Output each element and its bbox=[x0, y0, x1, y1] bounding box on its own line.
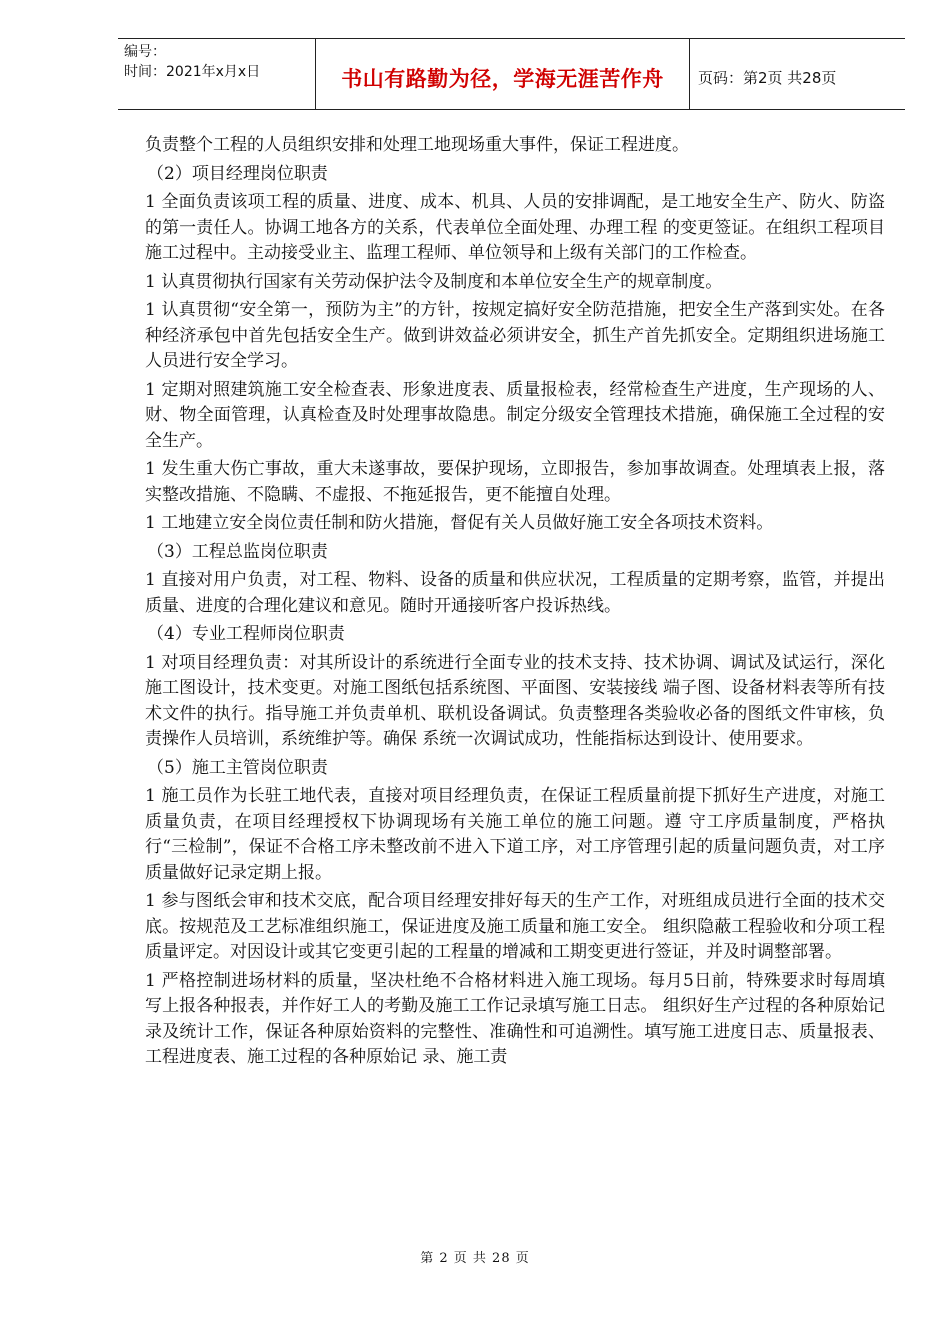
paragraph: 1 对项目经理负责：对其所设计的系统进行全面专业的技术支持、技术协调、调试及试运行，深化施工图设计，技术变更。对施工图纸包括系统图、平面图、安装接线 端子图、设备材料表等所有技术文件的执行。指导施工并负责单机、联机设备调试。负责整理各类验收必备的图纸文件审核，负责操作人员培训，系统维护等。确保 系统一次调试成功，性能指标达到设计、使用要求。 bbox=[145, 652, 885, 749]
paragraph: 1 发生重大伤亡事故，重大未遂事故，要保护现场，立即报告，参加事故调查。处理填表上报，落实整改措施、不隐瞒、不虚报、不拖延报告，更不能擅自处理。 bbox=[145, 459, 885, 505]
section-heading: （3）工程总监岗位职责 bbox=[147, 541, 328, 562]
header-page-code: 页码：第2页 共28页 bbox=[698, 68, 837, 87]
section-heading: （4）专业工程师岗位职责 bbox=[147, 624, 345, 644]
section-heading: （5）施工主管岗位职责 bbox=[147, 757, 328, 778]
document-body bbox=[145, 133, 885, 1074]
header-meta bbox=[118, 39, 316, 109]
paragraph: 1 直接对用户负责，对工程、物料、设备的质量和供应状况，工程质量的定期考察，监管，并提出质量、进度的合理化建议和意见。随时开通接听客户投诉热线。 bbox=[145, 570, 885, 616]
paragraph: 1 全面负责该项工程的质量、进度、成本、机具、人员的安排调配，是工地安全生产、防火、防盗的第一责任人。协调工地各方的关系，代表单位全面处理、办理工程 的变更签证。在组织工程项目施工过程中。主动接受业主、监理工程师、单位领导和上级有关部门的工作检查。 bbox=[145, 192, 885, 263]
paragraph: 1 工地建立安全岗位责任制和防火措施，督促有关人员做好施工安全各项技术资料。 bbox=[145, 513, 774, 533]
paragraph: 1 认真贯彻执行国家有关劳动保护法令及制度和本单位安全生产的规章制度。 bbox=[145, 271, 723, 292]
paragraph: 1 定期对照建筑施工安全检查表、形象进度表、质量报检表，经常检查生产进度，生产现场的人、财、物全面管理，认真检查及时处理事故隐患。制定分级安全管理技术措施，确保施工全过程的安全生产。 bbox=[145, 379, 885, 451]
paragraph: 1 施工员作为长驻工地代表，直接对项目经理负责，在保证工程质量前提下抓好生产进度，对施工质量负责，在项目经理授权下协调现场有关施工单位的施工问题。遵 守工序质量制度，严格执行“三检制”，保证不合格工序未整改前不进入下道工序，对工序管理引起的质量问题负责，对工序质量做好记录定期上报。 bbox=[145, 786, 885, 883]
paragraph: 1 认真贯彻“安全第一，预防为主”的方针，按规定搞好安全防范措施，把安全生产落到实处。在各种经济承包中首先包括安全生产。做到讲效益必须讲安全，抓生产首先抓安全。定期组织进场施工人员进行安全学习。 bbox=[145, 300, 885, 371]
header-motto: 书山有路勤为径，学海无涯苦作舟 bbox=[316, 39, 690, 109]
section-heading: （2）项目经理岗位职责 bbox=[147, 163, 328, 184]
paragraph: 1 参与图纸会审和技术交底，配合项目经理安排好每天的生产工作，对班组成员进行全面的技术交底。按规范及工艺标准组织施工，保证进度及施工质量和施工安全。 组织隐蔽工程验收和分项工程质量评定。对因设计或其它变更引起的工程量的增减和工期变更进行签证，并及时调整部署。 bbox=[145, 891, 885, 962]
paragraph: 1 严格控制进场材料的质量，坚决杜绝不合格材料进入施工现场。每月5日前，特殊要求时每周填写上报各种报表，并作好工人的考勤及施工工作记录填写施工日志。 组织好生产过程的各种原始记录及统计工作，保证各种原始资料的完整性、准确性和可追溯性。填写施工进度日志、质量报表、工程进度表、施工过程的各种原始记 录、施工责 bbox=[145, 970, 885, 1067]
paragraph: 负责整个工程的人员组织安排和处理工地现场重大事件，保证工程进度。 bbox=[145, 135, 689, 155]
page-footer: 第 2 页 共 28 页 bbox=[420, 1251, 530, 1266]
document-time: 时间：2021年x月x日 bbox=[124, 64, 261, 80]
page-header bbox=[118, 38, 905, 110]
document-number: 编号： bbox=[124, 44, 166, 60]
